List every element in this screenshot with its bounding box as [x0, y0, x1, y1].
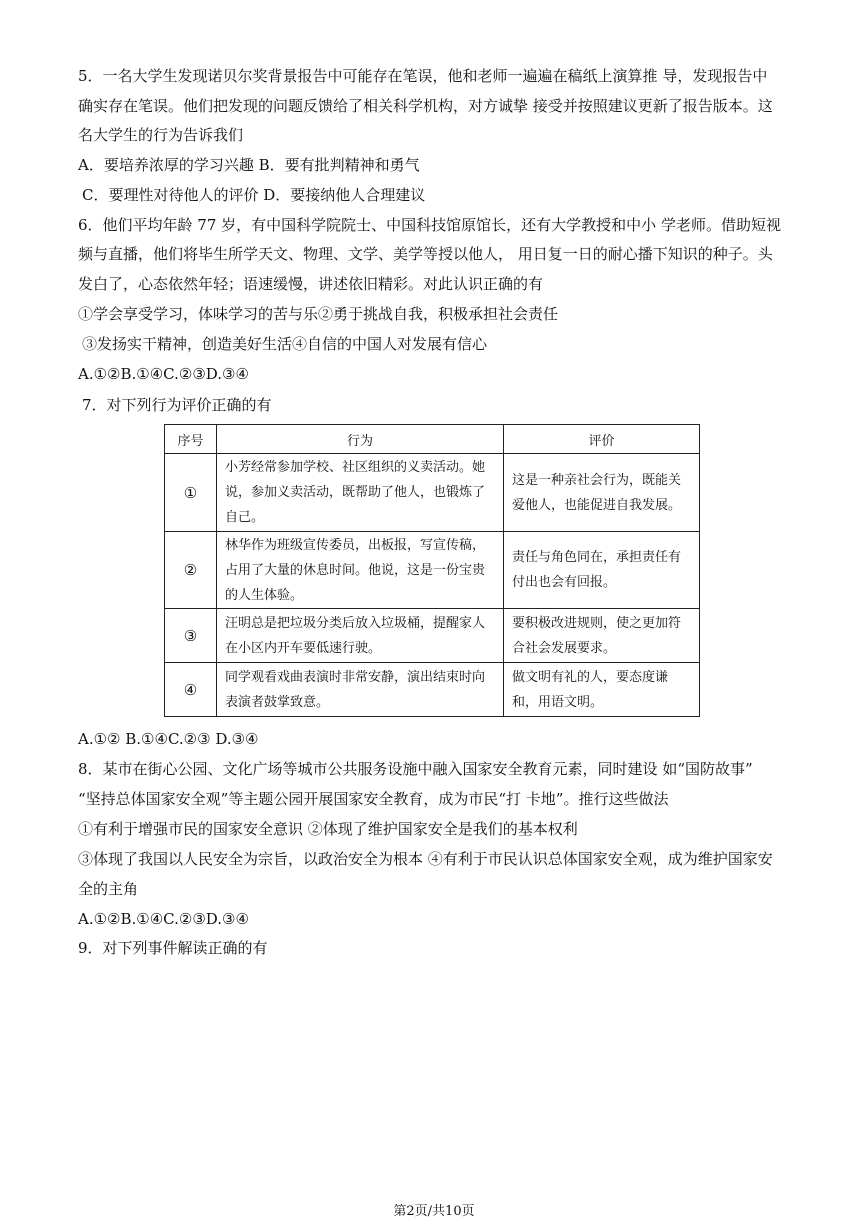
q8-statements-2: ③体现了我国以人民安全为宗旨，以政治安全为根本 ④有利于市民认识总体国家安全观，成为维护国家安: [78, 850, 773, 868]
q6-statements-2: ③发扬实干精神，创造美好生活④自信的中国人对发展有信心: [82, 335, 488, 353]
row-evaluation: 这是一种亲社会行为，既能关爱他人，也能促进自我发展。: [504, 454, 700, 532]
q7-table: [164, 424, 700, 717]
q9-title: 9．对下列事件解读正确的有: [78, 939, 268, 957]
q5-stem-line3: 名大学生的行为告诉我们: [78, 126, 244, 144]
row-number: ④: [165, 663, 217, 717]
q8-stem-line1: 8．某市在街心公园、文化广场等城市公共服务设施中融入国家安全教育元素，同时建设 如“国防故事”: [78, 760, 753, 778]
row-behavior: 同学观看戏曲表演时非常安静，演出结束时向表演者鼓掌致意。: [217, 663, 504, 717]
row-evaluation: 要积极改进规则，使之更加符合社会发展要求。: [504, 609, 700, 663]
q6-stem-line1: 6．他们平均年龄 77 岁，有中国科学院院士、中国科技馆原馆长，还有大学教授和中小 学老师。借助短视: [78, 216, 781, 234]
col-header-evaluation: 评价: [504, 425, 700, 454]
row-number: ①: [165, 454, 217, 532]
table-row: [165, 532, 700, 609]
q7-title: 7．对下列行为评价正确的有: [82, 396, 272, 414]
col-header-behavior: 行为: [217, 425, 504, 454]
table-row: [165, 454, 700, 532]
q8-choices: A.①②B.①④C.②③D.③④: [78, 910, 249, 928]
row-behavior: 小芳经常参加学校、社区组织的义卖活动。她说，参加义卖活动，既帮助了他人，也锻炼了自己。: [217, 454, 504, 532]
row-behavior: 林华作为班级宣传委员，出板报，写宣传稿，占用了大量的休息时间。他说，这是一份宝贵的人生体验。: [217, 532, 504, 609]
row-evaluation: 责任与角色同在，承担责任有付出也会有回报。: [504, 532, 700, 609]
table-header-row: [165, 425, 700, 454]
q5-stem-line2: 确实存在笔误。他们把发现的问题反馈给了相关科学机构，对方诚挚 接受并按照建议更新了报告版本。这: [78, 97, 773, 115]
row-number: ③: [165, 609, 217, 663]
col-header-number: 序号: [165, 425, 217, 454]
page-footer: 第2页/共10页: [393, 1204, 475, 1219]
q7-choices: A.①② B.①④C.②③ D.③④: [78, 730, 259, 748]
q6-statements-1: ①学会享受学习，体味学习的苦与乐②勇于挑战自我，积极承担社会责任: [78, 305, 559, 323]
row-number: ②: [165, 532, 217, 609]
table-row: [165, 663, 700, 717]
q6-stem-line3: 发白了，心态依然年轻；语速缓慢，讲述依旧精彩。对此认识正确的有: [78, 275, 544, 293]
q6-choices: A.①②B.①④C.②③D.③④: [78, 365, 249, 383]
q8-statements-3: 全的主角: [78, 880, 139, 898]
q8-stem-line2: “坚持总体国家安全观”等主题公园开展国家安全教育，成为市民“打 卡地”。推行这些做法: [78, 790, 669, 808]
q5-options-ab: A．要培养浓厚的学习兴趣 B．要有批判精神和勇气: [78, 156, 420, 174]
table-row: [165, 609, 700, 663]
q8-statements-1: ①有利于增强市民的国家安全意识 ②体现了维护国家安全是我们的基本权利: [78, 820, 578, 838]
q6-stem-line2: 频与直播，他们将毕生所学天文、物理、文学、美学等授以他人， 用日复一日的耐心播下知识的种子。头: [78, 245, 773, 263]
q5-stem-line1: 5．一名大学生发现诺贝尔奖背景报告中可能存在笔误，他和老师一遍遍在稿纸上演算推 导，发现报告中: [78, 67, 768, 85]
q5-options-cd: C．要理性对待他人的评价 D．要接纳他人合理建议: [82, 186, 426, 204]
row-evaluation: 做文明有礼的人，要态度谦和，用语文明。: [504, 663, 700, 717]
row-behavior: 汪明总是把垃圾分类后放入垃圾桶，提醒家人在小区内开车要低速行驶。: [217, 609, 504, 663]
